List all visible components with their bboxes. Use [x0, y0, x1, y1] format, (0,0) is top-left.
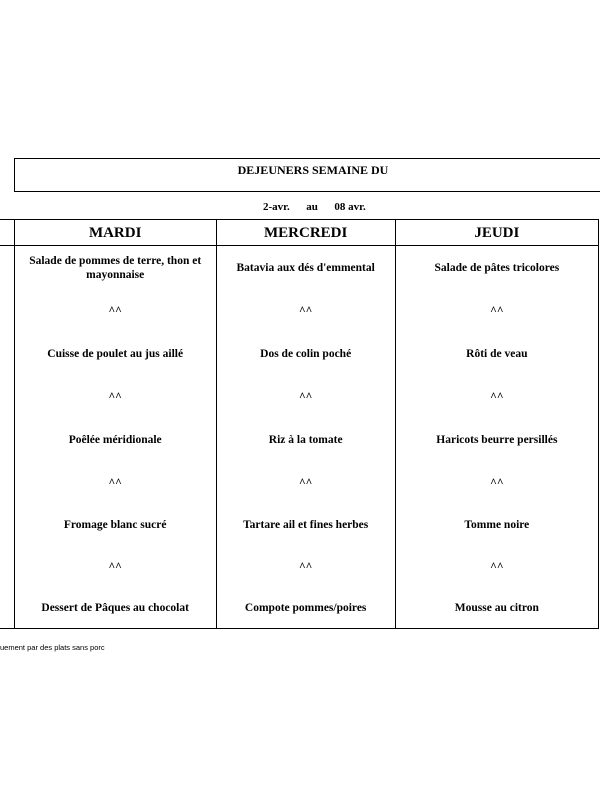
- menu-cell: Dessert de Pâques au chocolat: [14, 588, 216, 629]
- menu-cell-edge: [0, 547, 14, 588]
- menu-cell: Tartare ail et fines herbes: [216, 504, 395, 547]
- menu-cell-edge: [0, 504, 14, 547]
- menu-cell: Salade de pommes de terre, thon et mayonnaise: [14, 246, 216, 290]
- menu-cell: Dos de colin poché: [216, 333, 395, 376]
- footnote: uement par des plats sans porc: [0, 643, 105, 652]
- menu-cell: Cuisse de poulet au jus aillé: [14, 333, 216, 376]
- menu-cell-edge: [0, 376, 14, 418]
- day-header-mercredi: MERCREDI: [216, 220, 395, 246]
- date-start: 2-avr.: [263, 201, 290, 213]
- menu-cell: ^^: [216, 376, 395, 418]
- menu-cell: ^^: [395, 376, 598, 418]
- menu-table: [0, 219, 599, 629]
- day-header-previous-edge: [0, 220, 14, 246]
- menu-cell: ^^: [395, 462, 598, 504]
- menu-cell: ^^: [216, 290, 395, 333]
- menu-cell-edge: [0, 588, 14, 629]
- menu-cell: Rôti de veau: [395, 333, 598, 376]
- menu-cell: Haricots beurre persillés: [395, 418, 598, 462]
- menu-cell: Compote pommes/poires: [216, 588, 395, 629]
- menu-row-separator: [0, 462, 599, 504]
- menu-cell-edge: [0, 290, 14, 333]
- menu-row-starter: [0, 246, 599, 290]
- page-title: DEJEUNERS SEMAINE DU: [237, 163, 389, 177]
- menu-cell: ^^: [14, 547, 216, 588]
- menu-cell: Fromage blanc sucré: [14, 504, 216, 547]
- menu-row-side: [0, 418, 599, 462]
- menu-row-separator: [0, 376, 599, 418]
- menu-cell: Batavia aux dés d'emmental: [216, 246, 395, 290]
- day-header-jeudi: JEUDI: [395, 220, 598, 246]
- menu-row-dessert: [0, 588, 599, 629]
- menu-cell: Mousse au citron: [395, 588, 598, 629]
- menu-row-separator: [0, 547, 599, 588]
- menu-cell: ^^: [14, 462, 216, 504]
- menu-cell: ^^: [14, 290, 216, 333]
- menu-cell: ^^: [395, 547, 598, 588]
- menu-cell-edge: [0, 418, 14, 462]
- menu-cell: ^^: [395, 290, 598, 333]
- menu-cell: Riz à la tomate: [216, 418, 395, 462]
- menu-cell-edge: [0, 333, 14, 376]
- menu-cell-edge: [0, 246, 14, 290]
- date-separator: au: [306, 201, 318, 213]
- menu-cell: ^^: [216, 547, 395, 588]
- week-date-range: [263, 201, 366, 213]
- menu-cell: Poêlée méridionale: [14, 418, 216, 462]
- menu-cell: Salade de pâtes tricolores: [395, 246, 598, 290]
- menu-row-separator: [0, 290, 599, 333]
- menu-row-main: [0, 333, 599, 376]
- menu-cell: ^^: [216, 462, 395, 504]
- day-header-row: [0, 220, 599, 246]
- menu-cell: Tomme noire: [395, 504, 598, 547]
- menu-cell-edge: [0, 462, 14, 504]
- date-end: 08 avr.: [334, 201, 366, 213]
- day-header-mardi: MARDI: [14, 220, 216, 246]
- menu-cell: ^^: [14, 376, 216, 418]
- menu-row-dairy: [0, 504, 599, 547]
